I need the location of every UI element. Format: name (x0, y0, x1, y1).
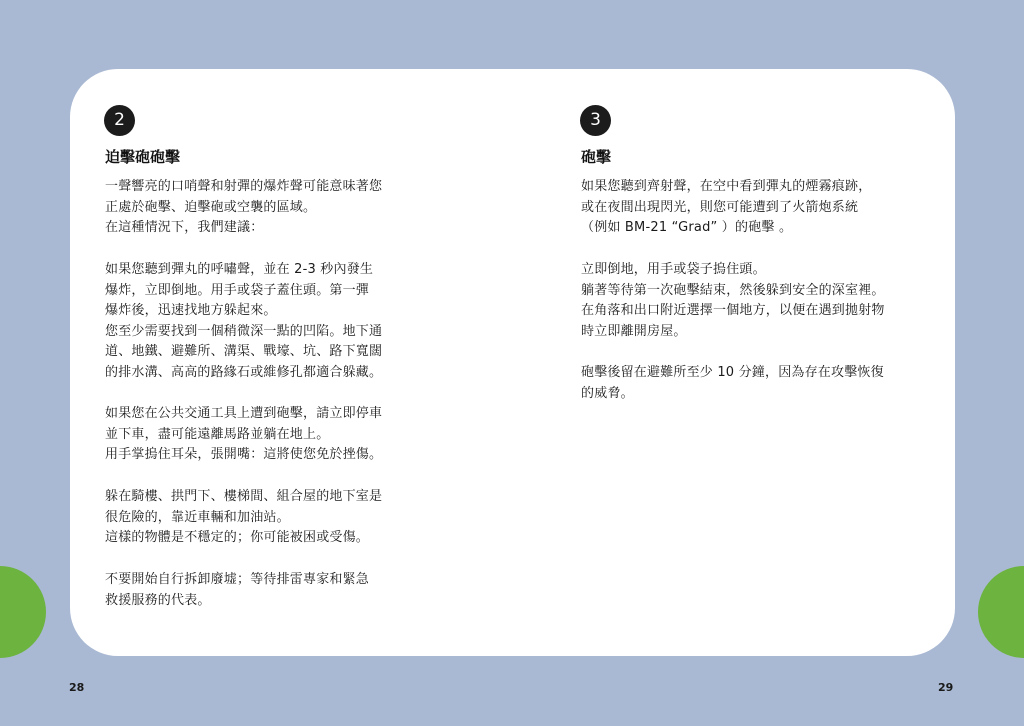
decorative-green-circle-right (978, 566, 1024, 658)
paragraph (105, 570, 369, 611)
text-line: 爆炸，立即倒地。用手或袋子蓋住頭。第一彈 (105, 282, 370, 298)
text-line: 您至少需要找到一個稍微深一點的凹陷。地下通 (105, 323, 383, 339)
text-line: 的排水溝、高高的路緣石或維修孔都適合躲藏。 (105, 364, 383, 380)
paragraph (581, 177, 871, 239)
section-title: 砲擊 (581, 148, 612, 166)
paragraph (105, 404, 382, 466)
paragraph (581, 260, 885, 342)
text-line: 爆炸後，迅速找地方躲起來。 (105, 303, 277, 319)
text-line: 救援服務的代表。 (105, 592, 211, 608)
paragraph (105, 260, 382, 384)
paragraph (581, 363, 884, 404)
text-line: 如果您聽到彈丸的呼嘯聲，並在 2-3 秒內發生 (105, 262, 374, 277)
text-line: 如果您聽到齊射聲，在空中看到彈丸的煙霧痕跡， (581, 179, 872, 194)
text-line: 或在夜間出現閃光，則您可能遭到了火箭炮系統 (581, 199, 859, 215)
text-line: 道、地鐵、避難所、溝渠、戰壕、坑、路下寬闊 (105, 344, 383, 360)
text-line: 並下車，盡可能遠離馬路並躺在地上。 (105, 426, 330, 442)
page-number-right: 29 (938, 681, 954, 694)
paragraph (105, 177, 382, 239)
text-line: 砲擊後留在避難所至少 10 分鐘，因為存在攻擊恢復 (581, 365, 884, 380)
section-number-badge: 2 (104, 105, 135, 136)
paragraph (105, 487, 382, 549)
text-line: 躲在騎樓、拱門下、樓梯間、組合屋的地下室是 (105, 489, 383, 504)
content-card (70, 69, 955, 656)
text-line: 用手掌摀住耳朵，張開嘴：這將使您免於挫傷。 (105, 447, 383, 463)
text-line: 一聲響亮的口哨聲和射彈的爆炸聲可能意味著您 (105, 179, 383, 194)
text-line: 的威脅。 (581, 385, 634, 401)
text-line: 正處於砲擊、迫擊砲或空襲的區域。 (105, 199, 317, 215)
text-line: 在這種情況下，我們建議： (105, 220, 264, 236)
text-line: 躺著等待第一次砲擊結束，然後躲到安全的深室裡。 (581, 282, 885, 298)
page-number-left: 28 (69, 681, 85, 694)
text-line: 很危險的，靠近車輛和加油站。 (105, 509, 290, 525)
text-line: 時立即離開房屋。 (581, 323, 687, 339)
text-line: 在角落和出口附近選擇一個地方，以便在遇到拋射物 (581, 303, 885, 319)
text-line: 立即倒地，用手或袋子摀住頭。 (581, 262, 766, 277)
text-line: （例如 BM-21 “Grad” ）的砲擊 。 (581, 220, 793, 236)
text-line: 這樣的物體是不穩定的；你可能被困或受傷。 (105, 530, 370, 546)
section-title: 迫擊砲砲擊 (105, 148, 181, 166)
section-number-badge: 3 (580, 105, 611, 136)
text-line: 如果您在公共交通工具上遭到砲擊，請立即停車 (105, 406, 383, 421)
decorative-green-circle-left (0, 566, 46, 658)
text-line: 不要開始自行拆卸廢墟；等待排雷專家和緊急 (105, 572, 370, 587)
